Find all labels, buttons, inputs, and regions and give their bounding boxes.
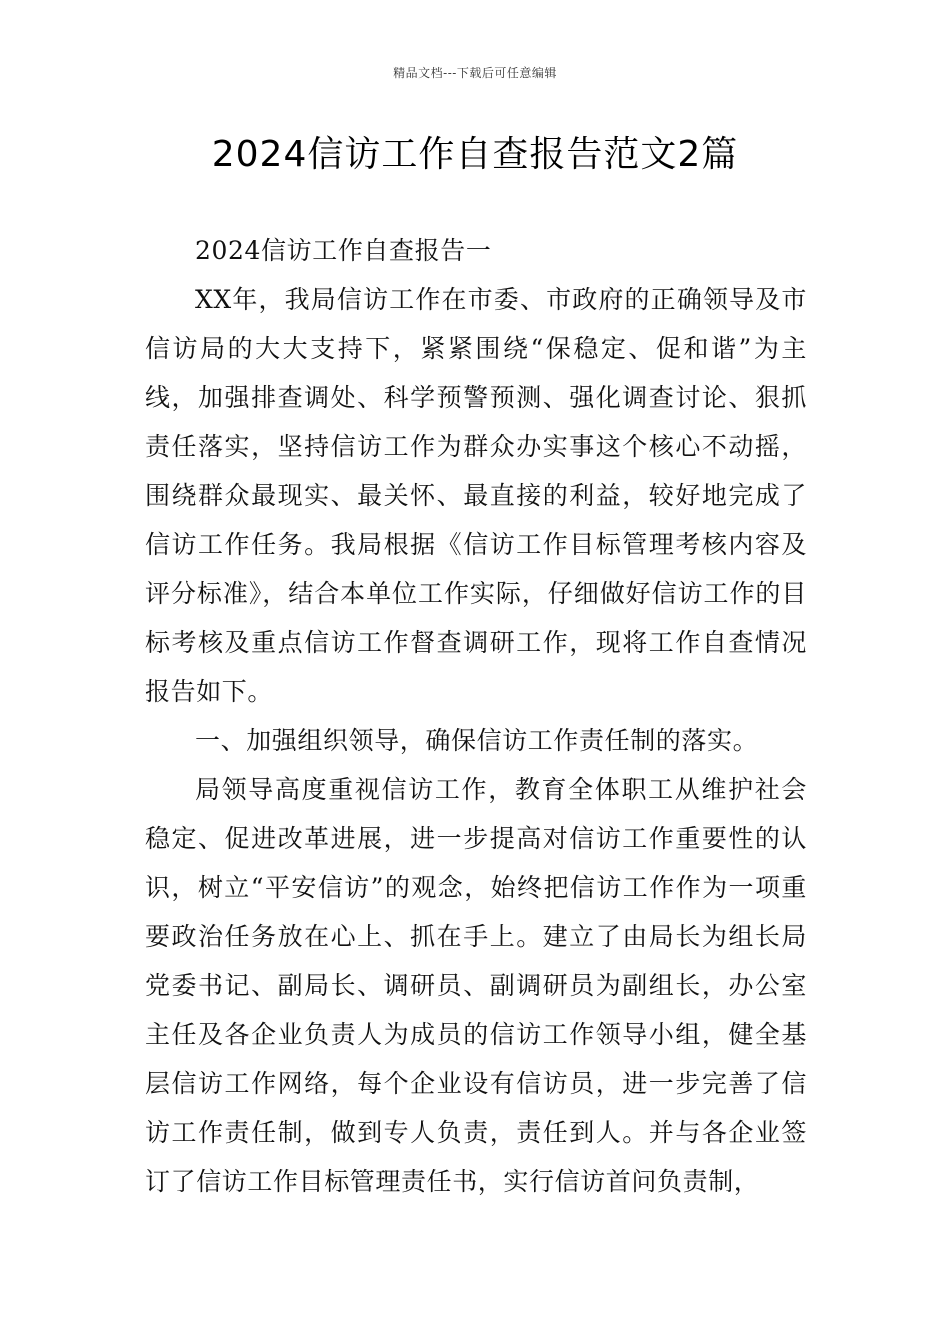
section-heading: 一、加强组织领导，确保信访工作责任制的落实。: [195, 726, 759, 755]
body-paragraph: 局领导高度重视信访工作，教育全体职工从维护社会稳定、促进改革进展，进一步提高对信访工作重要性的认识，树立“平安信访”的观念，始终把信访工作作为一项重要政治任务放在心上、抓在手上。建立了由局长为组长局党委书记、副局长、调研员、副调研员为副组长，办公室主任及各企业负责人为成员的信访工作领导小组，健全基层信访工作网络，每个企业设有信访员，进一步完善了信访工作责任制，做到专人负责，责任到人。并与各企业签订了信访工作目标管理责任书，实行信访首问负责制，: [145, 775, 807, 1196]
report-subtitle: 2024信访工作自查报告一: [195, 236, 492, 265]
header-note: 精品文档---下载后可任意编辑: [393, 66, 557, 80]
document-body: [145, 226, 807, 1206]
body-paragraph: XX年，我局信访工作在市委、市政府的正确领导及市信访局的大大支持下，紧紧围绕“保稳定、促和谐”为主线，加强排查调处、科学预警预测、强化调查讨论、狠抓责任落实，坚持信访工作为群众办实事这个核心不动摇，围绕群众最现实、最关怀、最直接的利益，较好地完成了信访工作任务。我局根据《信访工作目标管理考核内容及评分标准》，结合本单位工作实际，仔细做好信访工作的目标考核及重点信访工作督查调研工作，现将工作自查情况报告如下。: [145, 285, 807, 706]
document-title: 2024信访工作自查报告范文2篇: [211, 134, 739, 175]
